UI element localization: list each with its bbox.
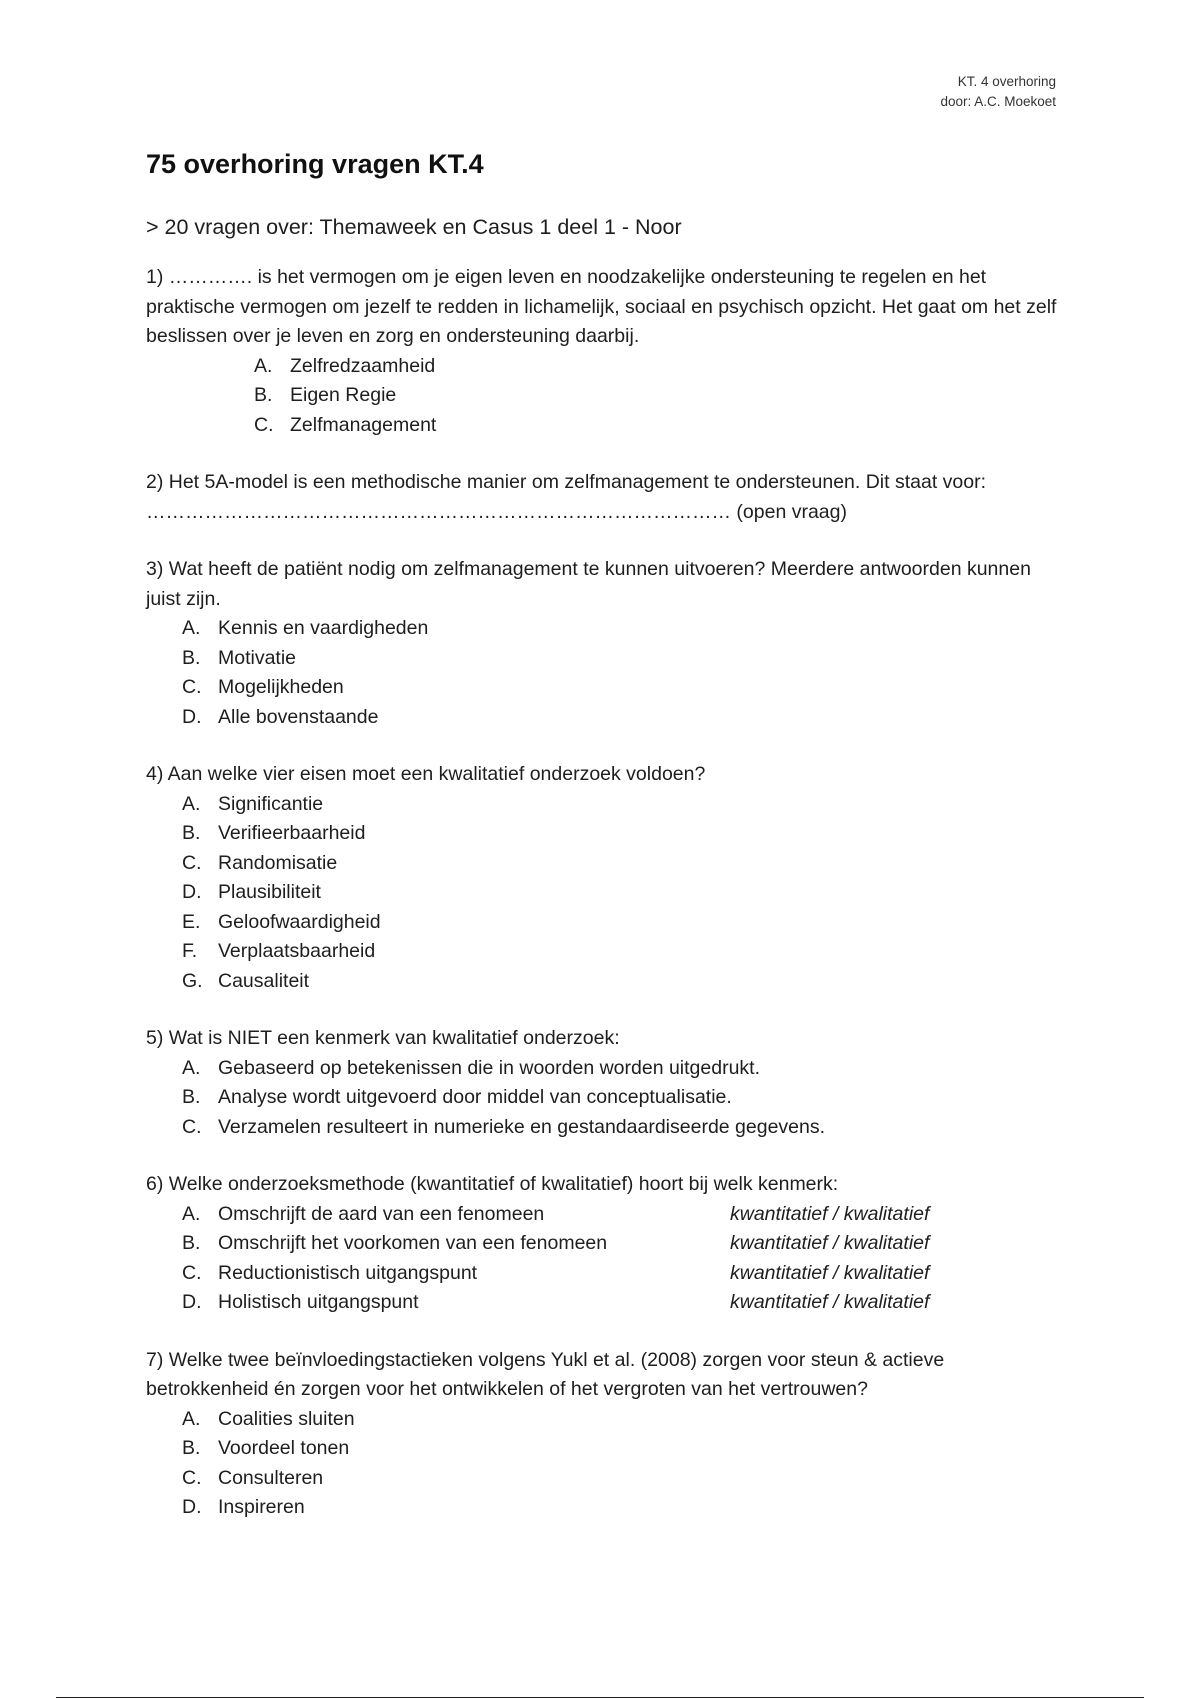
- option-text: Eigen Regie: [290, 384, 397, 406]
- option-letter: C.: [254, 413, 274, 436]
- option-letter: D.: [182, 705, 202, 728]
- option-item: [182, 878, 1066, 908]
- option-letter: F.: [182, 940, 198, 962]
- option-item: [254, 352, 1066, 382]
- option-text: Zelfredzaamheid: [290, 354, 436, 377]
- option-text: Alle bovenstaande: [218, 705, 379, 728]
- option-text: Randomisatie: [218, 851, 338, 874]
- option-text: Geloofwaardigheid: [218, 910, 381, 933]
- option-text: Consulteren: [218, 1466, 324, 1489]
- option-text: Analyse wordt uitgevoerd door middel van conceptualisatie.: [218, 1086, 732, 1108]
- footer-divider: [56, 1697, 1144, 1698]
- option-item: [254, 411, 1066, 441]
- page-header: [940, 72, 1056, 112]
- option-item: [182, 1259, 1066, 1289]
- question-text: 3) Wat heeft de patiënt nodig om zelfmanagement te kunnen uitvoeren? Meerdere antwoorden kunnen juist zijn.: [146, 558, 1031, 610]
- option-letter: G.: [182, 969, 203, 992]
- option-list: [146, 1200, 1066, 1318]
- option-item: [182, 908, 1066, 938]
- option-letter: C.: [182, 1466, 202, 1489]
- option-letter: B.: [254, 384, 273, 406]
- method-choice: kwantitatief / kwalitatief: [730, 1261, 930, 1284]
- option-item: [182, 819, 1066, 849]
- question-text: 5) Wat is NIET een kenmerk van kwalitatief onderzoek:: [146, 1027, 620, 1049]
- option-letter: E.: [182, 910, 201, 933]
- header-course: KT. 4 overhoring: [957, 74, 1056, 89]
- option-item: [182, 1113, 1066, 1143]
- option-text: Verplaatsbaarheid: [218, 940, 376, 962]
- option-text: Verifieerbaarheid: [218, 822, 366, 844]
- option-text: Coalities sluiten: [218, 1407, 355, 1430]
- option-item: [182, 849, 1066, 879]
- option-text: Motivatie: [218, 646, 297, 669]
- option-letter: C.: [182, 1115, 202, 1138]
- question-7: [146, 1346, 1066, 1523]
- option-text: Voordeel tonen: [218, 1437, 350, 1459]
- document-body: [146, 144, 1066, 1523]
- option-item: [182, 937, 1066, 967]
- option-item: [182, 790, 1066, 820]
- option-item: [254, 381, 1066, 411]
- question-4: [146, 760, 1066, 996]
- method-choice: kwantitatief / kwalitatief: [730, 1202, 930, 1225]
- method-choice: kwantitatief / kwalitatief: [730, 1291, 930, 1313]
- option-letter: B.: [182, 1232, 201, 1254]
- option-text: Causaliteit: [218, 969, 310, 992]
- option-item: [182, 673, 1066, 703]
- section-subtitle: > 20 vragen over: Themaweek en Casus 1 deel 1 - Noor: [146, 215, 682, 239]
- option-list: [146, 790, 1066, 997]
- option-item: [182, 1229, 1066, 1259]
- option-letter: B.: [182, 646, 201, 669]
- option-text: Kennis en vaardigheden: [218, 617, 429, 639]
- header-author: door: A.C. Moekoet: [940, 94, 1056, 109]
- option-text: Zelfmanagement: [290, 413, 437, 436]
- option-letter: A.: [182, 1202, 201, 1225]
- option-letter: A.: [182, 1056, 201, 1079]
- option-letter: B.: [182, 822, 201, 844]
- option-item: [182, 1200, 1066, 1230]
- option-item: [182, 967, 1066, 997]
- option-list: [146, 1405, 1066, 1523]
- option-text: Holistisch uitgangspunt: [218, 1291, 419, 1313]
- question-1: [146, 263, 1066, 440]
- option-letter: D.: [182, 1496, 202, 1518]
- option-text: Verzamelen resulteert in numerieke en gestandaardiseerde gegevens.: [218, 1115, 826, 1138]
- option-item: [182, 1434, 1066, 1464]
- option-letter: B.: [182, 1437, 201, 1459]
- option-text: Significantie: [218, 792, 324, 815]
- option-list: [146, 1054, 1066, 1143]
- option-item: [182, 644, 1066, 674]
- question-6: [146, 1170, 1066, 1318]
- question-5: [146, 1024, 1066, 1142]
- option-item: [182, 1493, 1066, 1523]
- option-text: Reductionistisch uitgangspunt: [218, 1261, 478, 1284]
- question-3: [146, 555, 1066, 732]
- option-letter: A.: [182, 617, 201, 639]
- option-item: [182, 1405, 1066, 1435]
- option-text: Omschrijft de aard van een fenomeen: [218, 1202, 545, 1225]
- question-text: 7) Welke twee beïnvloedingstactieken volgens Yukl et al. (2008) zorgen voor steun & actieve betrokkenheid én zorgen voor het ontwikkelen of het vergroten van het vertrouwen?: [146, 1348, 945, 1400]
- option-item: [182, 1083, 1066, 1113]
- option-letter: D.: [182, 881, 202, 903]
- question-text: 4) Aan welke vier eisen moet een kwalitatief onderzoek voldoen?: [146, 763, 706, 785]
- option-item: [182, 1464, 1066, 1494]
- question-text: 6) Welke onderzoeksmethode (kwantitatief of kwalitatief) hoort bij welk kenmerk:: [146, 1173, 839, 1195]
- question-2: [146, 468, 1066, 527]
- option-letter: C.: [182, 851, 202, 874]
- question-text: 2) Het 5A-model is een methodische manier om zelfmanagement te ondersteunen. Dit staat voor: ……………………………………………………………………………… (open vraag): [146, 471, 987, 523]
- method-choice: kwantitatief / kwalitatief: [730, 1232, 930, 1254]
- option-letter: A.: [182, 1407, 201, 1430]
- option-item: [182, 614, 1066, 644]
- option-item: [182, 1288, 1066, 1318]
- option-text: Mogelijkheden: [218, 676, 344, 698]
- option-letter: C.: [182, 676, 202, 698]
- option-text: Gebaseerd op betekenissen die in woorden worden uitgedrukt.: [218, 1056, 761, 1079]
- option-list: [146, 614, 1066, 732]
- question-text: 1) …………. is het vermogen om je eigen leven en noodzakelijke ondersteuning te regelen en het praktische vermogen om jezelf te redden in lichamelijk, sociaal en psychisch opzicht. Het gaat om het zelf beslissen over je leven en zorg en ondersteuning daarbij.: [146, 266, 1057, 347]
- option-list: [146, 352, 1066, 441]
- option-letter: A.: [254, 354, 273, 377]
- option-text: Omschrijft het voorkomen van een fenomeen: [218, 1232, 608, 1254]
- option-letter: C.: [182, 1261, 202, 1284]
- option-item: [182, 1054, 1066, 1084]
- option-letter: A.: [182, 792, 201, 815]
- option-text: Plausibiliteit: [218, 881, 321, 903]
- option-text: Inspireren: [218, 1496, 305, 1518]
- option-letter: D.: [182, 1291, 202, 1313]
- option-item: [182, 703, 1066, 733]
- option-letter: B.: [182, 1086, 201, 1108]
- document-title: 75 overhoring vragen KT.4: [146, 149, 484, 179]
